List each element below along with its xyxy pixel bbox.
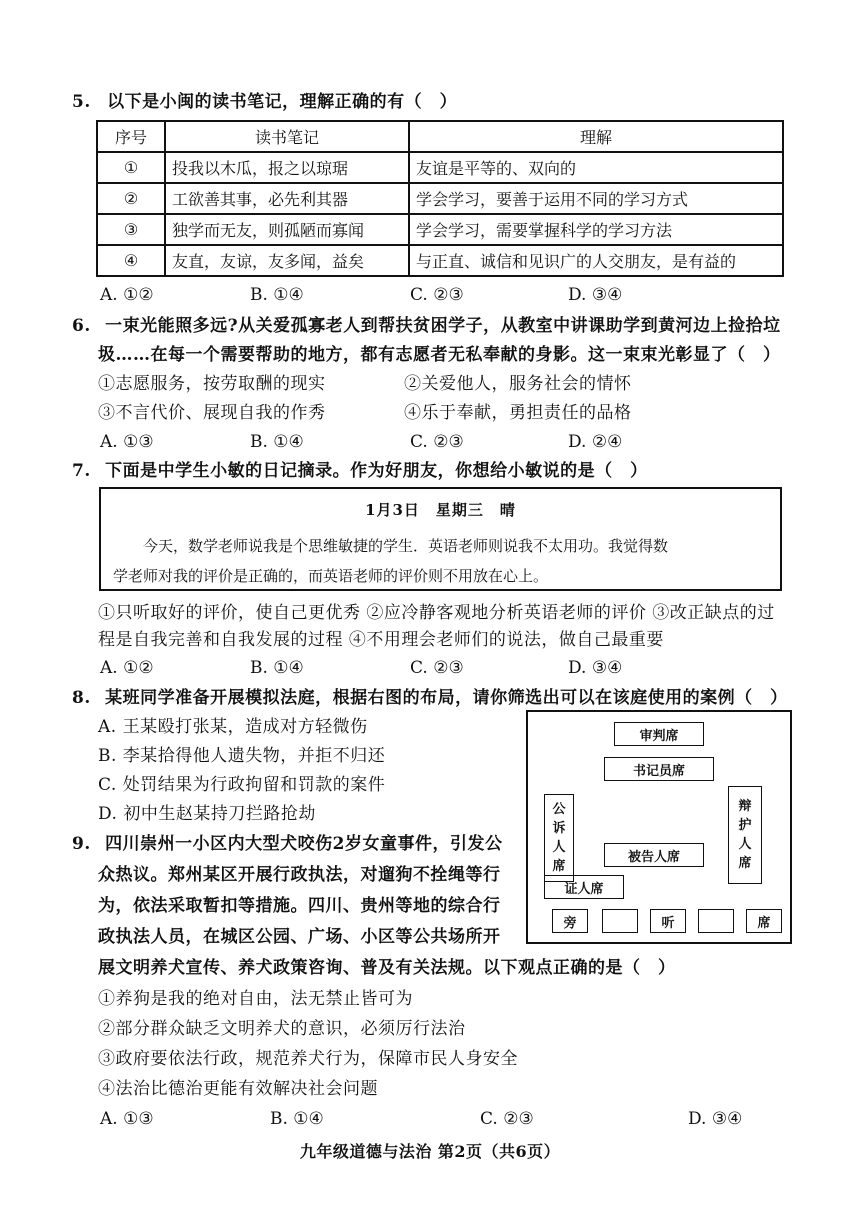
- defense-seat: [728, 786, 762, 884]
- row-index: ②: [97, 183, 165, 214]
- row-meaning: 学会学习，要善于运用不同的学习方式: [409, 183, 783, 214]
- q6-choice-2: ②关爱他人，服务社会的情怀: [404, 374, 632, 394]
- audience-seat-4: [698, 909, 734, 933]
- q6-stem-1: 一束光能照多远?从关爱孤寡老人到帮扶贫困学子，从教室中讲课助学到黄河边上捡拾垃: [105, 316, 781, 336]
- row-index: ①: [97, 152, 165, 183]
- diary-line-1: 今天，数学老师说我是个思维敏捷的学生．英语老师则说我不太用功。我觉得数: [143, 537, 669, 555]
- q5-option-d[interactable]: D. ③④: [568, 285, 623, 305]
- q6-choice-4: ④乐于奉献，勇担责任的品格: [404, 403, 632, 423]
- diary-text: [113, 531, 768, 591]
- prosecution-seat: [544, 794, 574, 882]
- row-note: 工欲善其事，必先利其器: [165, 183, 409, 214]
- q7-option-c[interactable]: C. ②③: [410, 658, 464, 678]
- prosecution-char: 公: [552, 802, 566, 817]
- q9-stem-line-3: 为，依法采取暂扣等措施。四川、贵州等地的综合行: [98, 896, 501, 916]
- audience-seat-5: 席: [746, 909, 782, 933]
- row-note: 友直，友谅，友多闻，益矣: [165, 245, 409, 276]
- q7-stem-line: [72, 459, 648, 483]
- q8-stem-line: [72, 686, 788, 710]
- q9-choice-2: ②部分群众缺乏文明养犬的意识，必须厉行法治: [98, 1019, 466, 1039]
- q6-stem-line-1: [72, 314, 781, 338]
- header-index: 序号: [97, 121, 165, 152]
- q8-number: 8.: [72, 688, 91, 708]
- q9-stem-1: 四川崇州一小区内大型犬咬伤2岁女童事件，引发公: [105, 834, 503, 854]
- q9-stem-line-2: 众热议。郑州某区开展行政执法，对遛狗不拴绳等行: [98, 865, 501, 885]
- audience-seat-1: 旁: [552, 909, 588, 933]
- q6-option-b[interactable]: B. ①④: [250, 432, 304, 452]
- q9-option-b[interactable]: B. ①④: [270, 1109, 324, 1129]
- q9-option-d[interactable]: D. ③④: [688, 1109, 743, 1129]
- row-note: 独学而无友，则孤陋而寡闻: [165, 214, 409, 245]
- q5-option-a[interactable]: A. ①②: [100, 285, 154, 305]
- q9-stem-line-4: 政执法人员，在城区公园、广场、小区等公共场所开: [98, 927, 501, 947]
- diary-date: 1月3日 星期三 晴: [365, 501, 516, 519]
- table-row: [97, 152, 783, 183]
- q6-option-a[interactable]: A. ①③: [100, 432, 154, 452]
- q6-stem-line-2: 圾……在每一个需要帮助的地方，都有志愿者无私奉献的身影。这一束束光彰显了（ ）: [98, 345, 781, 365]
- q8-choice-c[interactable]: C. 处罚结果为行政拘留和罚款的案件: [98, 775, 386, 795]
- q8-choice-a[interactable]: A. 王某殴打张某，造成对方轻微伤: [98, 717, 368, 737]
- q9-stem-line-5: 展文明养犬宣传、养犬政策咨询、普及有关法规。以下观点正确的是（ ）: [98, 958, 676, 978]
- row-meaning: 友谊是平等的、双向的: [409, 152, 783, 183]
- q9-choice-1: ①养狗是我的绝对自由，法无禁止皆可为: [98, 989, 413, 1009]
- q7-choices-line-1: ①只听取好的评价，使自己更优秀 ②应冷静客观地分析英语老师的评价 ③改正缺点的过: [98, 603, 775, 623]
- q7-choices-line-2: 程是自我完善和自我发展的过程 ④不用理会老师们的说法，做自己最重要: [98, 630, 664, 650]
- table-row: [97, 183, 783, 214]
- q7-stem: 下面是中学生小敏的日记摘录。作为好朋友，你想给小敏说的是（ ）: [105, 461, 648, 481]
- q9-options: [100, 1107, 800, 1131]
- q9-number: 9.: [72, 834, 91, 854]
- courtroom-layout-diagram: [526, 710, 792, 944]
- q6-choice-1: ①志愿服务，按劳取酬的现实: [98, 374, 326, 394]
- q5-option-b[interactable]: B. ①④: [250, 285, 304, 305]
- row-index: ③: [97, 214, 165, 245]
- q9-stem-line-1: [72, 832, 503, 856]
- row-meaning: 学会学习，需要掌握科学的学习方法: [409, 214, 783, 245]
- row-meaning: 与正直、诚信和见识广的人交朋友，是有益的: [409, 245, 783, 276]
- q6-option-c[interactable]: C. ②③: [410, 432, 464, 452]
- q6-choice-3: ③不言代价、展现自我的作秀: [98, 403, 326, 423]
- q6-option-d[interactable]: D. ②④: [568, 432, 623, 452]
- prosecution-char: 席: [552, 859, 566, 874]
- q9-choice-3: ③政府要依法行政，规范养犬行为，保障市民人身安全: [98, 1049, 518, 1069]
- q8-choice-b[interactable]: B. 李某拾得他人遗失物，并拒不归还: [98, 746, 386, 766]
- q9-option-a[interactable]: A. ①③: [100, 1109, 154, 1129]
- reading-notes-table: [96, 120, 784, 277]
- header-meaning: 理解: [409, 121, 783, 152]
- page-footer: 九年级道德与法治 第2页（共6页）: [299, 1142, 561, 1161]
- audience-seat-2: [602, 909, 638, 933]
- q5-stem: 以下是小闽的读书笔记，理解正确的有（ ）: [107, 92, 458, 112]
- q6-options: [100, 430, 800, 454]
- prosecution-char: 人: [552, 840, 566, 855]
- table-row: [97, 214, 783, 245]
- defense-char: 辩: [738, 799, 752, 814]
- defense-char: 护: [738, 818, 752, 833]
- q7-number: 7.: [72, 461, 91, 481]
- defendant-seat: 被告人席: [604, 843, 704, 867]
- witness-seat: 证人席: [544, 875, 624, 899]
- q7-options: [100, 656, 800, 680]
- q8-choice-d[interactable]: D. 初中生赵某持刀拦路抢劫: [98, 804, 316, 824]
- q7-option-d[interactable]: D. ③④: [568, 658, 623, 678]
- defense-char: 人: [738, 837, 752, 852]
- q5-stem-line: [72, 90, 457, 114]
- q9-choice-4: ④法治比德治更能有效解决社会问题: [98, 1079, 378, 1099]
- defense-char: 席: [738, 856, 752, 871]
- q5-number: 5.: [72, 92, 91, 112]
- prosecution-char: 诉: [552, 821, 566, 836]
- q7-option-a[interactable]: A. ①②: [100, 658, 154, 678]
- q7-option-b[interactable]: B. ①④: [250, 658, 304, 678]
- q9-option-c[interactable]: C. ②③: [480, 1109, 534, 1129]
- row-index: ④: [97, 245, 165, 276]
- q8-stem: 某班同学准备开展模拟法庭，根据右图的布局，请你筛选出可以在该庭使用的案例（ ）: [105, 688, 788, 708]
- table-row: [97, 245, 783, 276]
- diary-line-2: 学老师对我的评价是正确的，而英语老师的评价则不用放在心上。: [113, 567, 549, 585]
- diary-box: [99, 487, 782, 591]
- row-note: 投我以木瓜，报之以琼琚: [165, 152, 409, 183]
- q5-option-c[interactable]: C. ②③: [410, 285, 464, 305]
- judge-seat: 审判席: [614, 722, 704, 746]
- q6-number: 6.: [72, 316, 91, 336]
- table-header-row: [97, 121, 783, 152]
- q5-options: [100, 283, 800, 307]
- clerk-seat: 书记员席: [604, 757, 714, 781]
- audience-seat-3: 听: [650, 909, 686, 933]
- header-notes: 读书笔记: [165, 121, 409, 152]
